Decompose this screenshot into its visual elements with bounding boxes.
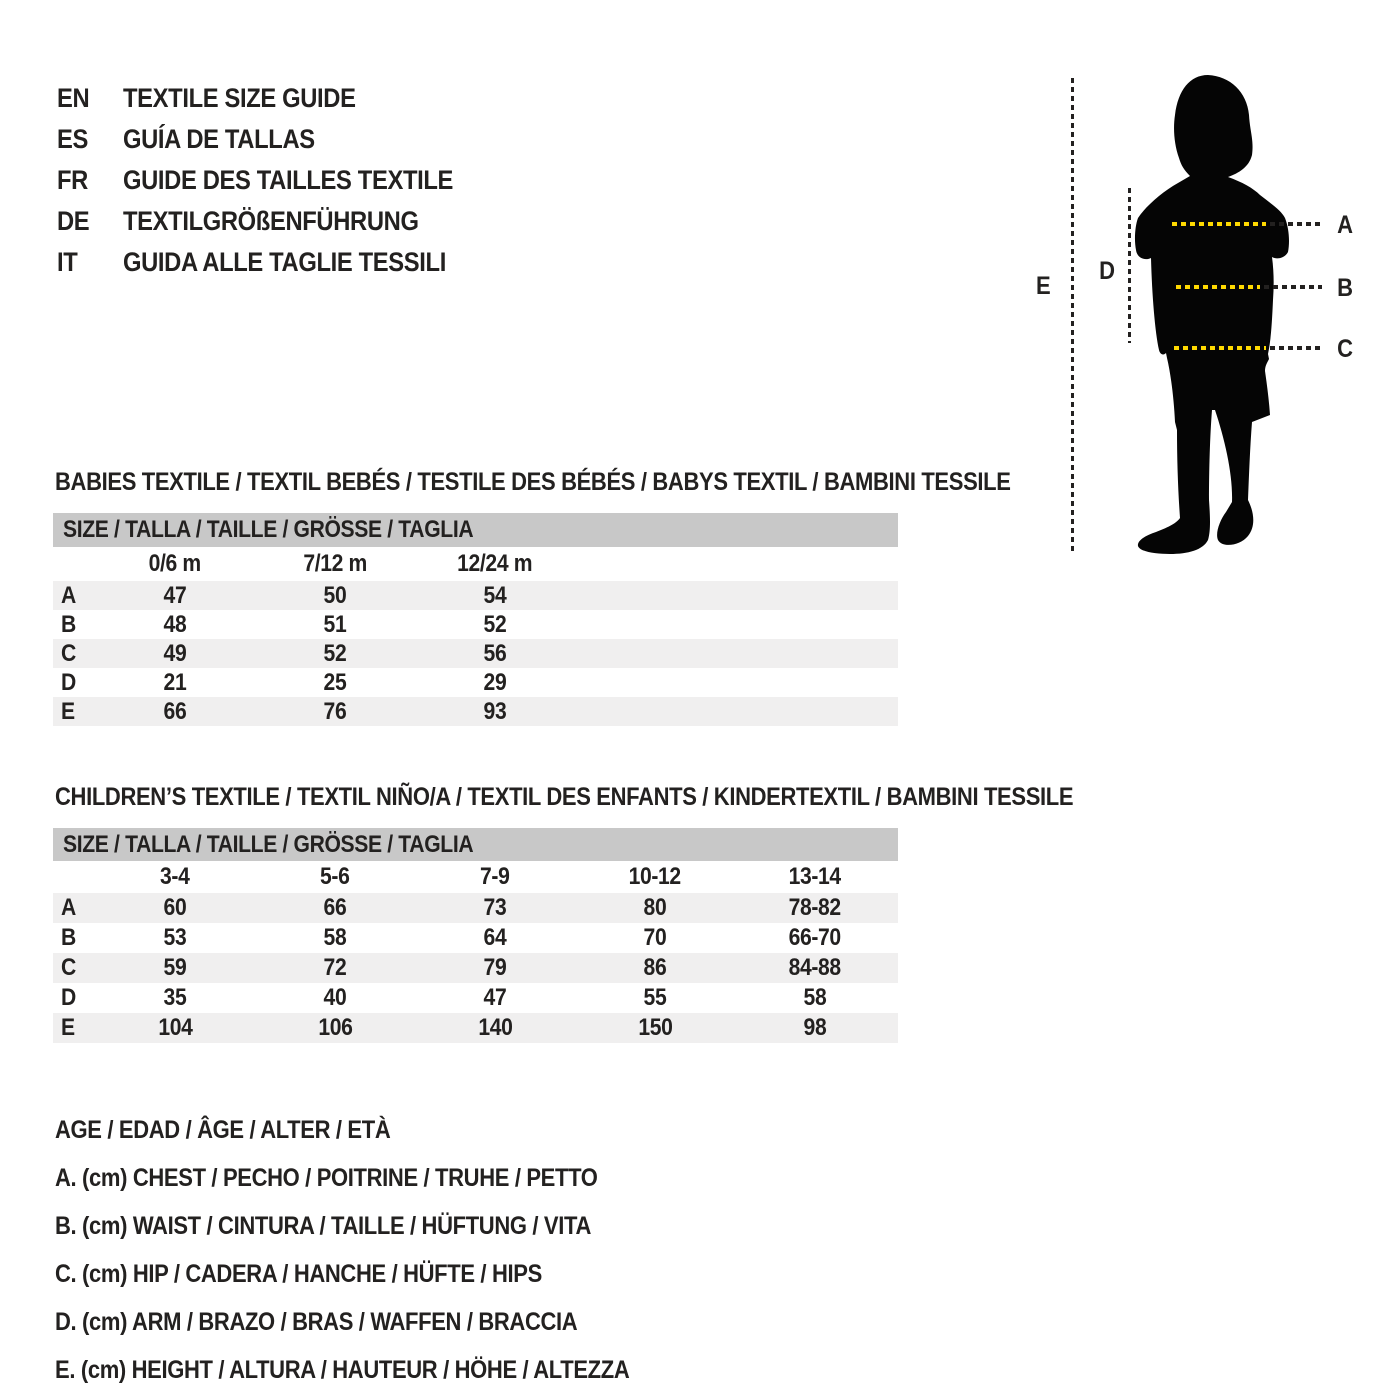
- value-text: 58: [803, 984, 827, 1011]
- lang-title-text: GUÍA DE TALLAS: [123, 124, 315, 154]
- table-row: [53, 610, 898, 639]
- column-header: [415, 863, 575, 891]
- value-cell: [575, 1014, 735, 1042]
- babies-size-header-bar: [53, 513, 898, 547]
- row-label-text: D: [61, 984, 76, 1011]
- babies-size-header-text: SIZE / TALLA / TAILLE / GRÖSSE / TAGLIA: [63, 516, 474, 543]
- value-cell: [95, 582, 255, 610]
- value-cell: [415, 1014, 575, 1042]
- legend-height-text: E. (cm) HEIGHT / ALTURA / HAUTEUR / HÖHE / ALTEZZA: [55, 1355, 630, 1384]
- row-label: [53, 1014, 95, 1042]
- lang-title: [123, 124, 341, 155]
- value-text: 52: [483, 610, 507, 638]
- value-cell: [735, 894, 895, 922]
- lang-row-fr: [57, 160, 498, 201]
- row-label: [53, 669, 95, 697]
- value-text: 150: [637, 1014, 673, 1041]
- legend-arm: [55, 1298, 708, 1346]
- value-text: 47: [483, 984, 507, 1011]
- value-cell: [415, 611, 575, 639]
- value-text: 104: [157, 1014, 193, 1041]
- value-cell: [255, 894, 415, 922]
- row-label-text: B: [61, 610, 76, 638]
- lang-title: [123, 165, 498, 196]
- value-text: 59: [163, 954, 187, 981]
- lang-code-text: FR: [57, 165, 88, 195]
- value-text: 66-70: [788, 924, 842, 951]
- child-silhouette-image: [1118, 70, 1293, 560]
- hip-label-text: C: [1337, 335, 1353, 363]
- lang-row-es: [57, 119, 498, 160]
- value-cell: [255, 640, 415, 668]
- value-cell: [575, 894, 735, 922]
- row-label-text: C: [61, 954, 76, 981]
- value-cell: [415, 669, 575, 697]
- table-row: [53, 953, 898, 983]
- lang-code: [57, 247, 123, 278]
- babies-size-table: [53, 513, 898, 726]
- row-label: [53, 698, 95, 726]
- value-text: 72: [323, 954, 347, 981]
- waist-measure-line-yellow: [1176, 285, 1260, 289]
- value-cell: [95, 611, 255, 639]
- children-size-table: [53, 828, 898, 1043]
- hip-measure-line-yellow: [1174, 346, 1266, 350]
- column-header: [575, 863, 735, 891]
- table-row: [53, 581, 898, 610]
- value-text: 64: [483, 924, 507, 951]
- waist-measure-line-leader: [1264, 285, 1322, 289]
- hip-measure-line-leader: [1270, 346, 1322, 350]
- babies-column-header-row: [53, 547, 898, 581]
- children-column-header-row: [53, 861, 898, 893]
- value-cell: [735, 984, 895, 1012]
- column-header: [735, 863, 895, 891]
- column-header-text: 7/12 m: [303, 550, 367, 577]
- value-cell: [255, 611, 415, 639]
- lang-row-en: [57, 78, 498, 119]
- lang-row-it: [57, 242, 498, 283]
- column-header-text: 12/24 m: [457, 550, 533, 577]
- lang-title: [123, 206, 459, 237]
- lang-title-text: GUIDE DES TAILLES TEXTILE: [123, 165, 454, 195]
- lang-title-text: GUIDA ALLE TAGLIE TESSILI: [123, 247, 446, 277]
- babies-title-text: BABIES TEXTILE / TEXTIL BEBÉS / TESTILE DES BÉBÉS / BABYS TEXTIL / BAMBINI TESSILE: [55, 468, 1011, 496]
- column-header: [95, 863, 255, 891]
- column-header-text: 3-4: [160, 863, 190, 890]
- children-section-title: [55, 783, 1212, 812]
- column-header: [415, 550, 575, 578]
- table-row: [53, 639, 898, 668]
- value-text: 25: [323, 668, 347, 696]
- row-label: [53, 924, 95, 952]
- lang-code-text: DE: [57, 206, 90, 236]
- row-label-text: A: [61, 894, 76, 921]
- lang-code: [57, 124, 123, 155]
- lang-title-text: TEXTILE SIZE GUIDE: [123, 83, 356, 113]
- value-text: 55: [643, 984, 667, 1011]
- column-header: [95, 550, 255, 578]
- lang-title: [123, 83, 387, 114]
- row-label-text: E: [61, 1014, 75, 1041]
- children-title-text: CHILDREN’S TEXTILE / TEXTIL NIÑO/A / TEXTIL DES ENFANTS / KINDERTEXTIL / BAMBINI TESSILE: [55, 783, 1074, 811]
- legend-age-text: AGE / EDAD / ÂGE / ALTER / ETÀ: [55, 1115, 391, 1144]
- row-label: [53, 954, 95, 982]
- legend-height: [55, 1346, 708, 1394]
- value-text: 48: [163, 610, 187, 638]
- value-cell: [415, 582, 575, 610]
- row-label-text: A: [61, 581, 76, 609]
- legend-waist: [55, 1202, 708, 1250]
- lang-code: [57, 83, 123, 114]
- value-cell: [575, 924, 735, 952]
- lang-code: [57, 165, 123, 196]
- value-text: 73: [483, 894, 507, 921]
- value-cell: [255, 924, 415, 952]
- table-row: [53, 1013, 898, 1043]
- value-text: 29: [483, 668, 507, 696]
- chest-label-text: A: [1337, 211, 1353, 239]
- child-silhouette-path: [1135, 75, 1289, 554]
- legend-arm-text: D. (cm) ARM / BRAZO / BRAS / WAFFEN / BRACCIA: [55, 1307, 578, 1336]
- lang-row-de: [57, 201, 498, 242]
- value-text: 58: [323, 924, 347, 951]
- chest-measure-label: [1330, 211, 1360, 240]
- value-text: 56: [483, 639, 507, 667]
- column-header-text: 13-14: [788, 863, 842, 890]
- value-cell: [575, 984, 735, 1012]
- value-text: 60: [163, 894, 187, 921]
- value-text: 79: [483, 954, 507, 981]
- chest-measure-line-yellow: [1172, 222, 1266, 226]
- waist-measure-label: [1330, 274, 1360, 303]
- row-label: [53, 894, 95, 922]
- value-text: 49: [163, 639, 187, 667]
- value-cell: [255, 698, 415, 726]
- column-header-text: 10-12: [628, 863, 682, 890]
- value-cell: [255, 1014, 415, 1042]
- row-label-text: E: [61, 697, 75, 725]
- value-cell: [95, 954, 255, 982]
- value-cell: [415, 954, 575, 982]
- table-row: [53, 893, 898, 923]
- value-text: 51: [323, 610, 347, 638]
- value-text: 84-88: [788, 954, 842, 981]
- lang-title: [123, 247, 490, 278]
- column-header-text: 7-9: [480, 863, 510, 890]
- value-cell: [735, 924, 895, 952]
- value-text: 86: [643, 954, 667, 981]
- legend-chest: [55, 1154, 708, 1202]
- hip-measure-label: [1330, 335, 1360, 364]
- column-header: [255, 863, 415, 891]
- value-text: 70: [643, 924, 667, 951]
- value-cell: [255, 582, 415, 610]
- row-label-text: D: [61, 668, 76, 696]
- value-cell: [95, 669, 255, 697]
- value-cell: [415, 984, 575, 1012]
- value-cell: [95, 924, 255, 952]
- row-label-text: B: [61, 924, 76, 951]
- value-text: 53: [163, 924, 187, 951]
- value-text: 50: [323, 581, 347, 609]
- table-row: [53, 668, 898, 697]
- value-text: 140: [477, 1014, 513, 1041]
- language-title-block: [57, 78, 498, 283]
- column-header-text: 0/6 m: [148, 550, 202, 577]
- lang-code-text: EN: [57, 83, 90, 113]
- lang-title-text: TEXTILGRÖßENFÜHRUNG: [123, 206, 419, 236]
- waist-label-text: B: [1337, 274, 1353, 302]
- column-header: [255, 550, 415, 578]
- value-text: 40: [323, 984, 347, 1011]
- height-measure-label: [1028, 272, 1058, 301]
- value-cell: [95, 984, 255, 1012]
- value-text: 52: [323, 639, 347, 667]
- column-header-text: 5-6: [320, 863, 350, 890]
- legend-age: [55, 1106, 708, 1154]
- value-cell: [255, 984, 415, 1012]
- value-cell: [95, 1014, 255, 1042]
- row-label: [53, 640, 95, 668]
- lang-code-text: ES: [57, 124, 88, 154]
- lang-code-text: IT: [57, 247, 78, 277]
- babies-section-title: [55, 468, 1141, 497]
- value-text: 21: [163, 668, 187, 696]
- row-label: [53, 611, 95, 639]
- value-cell: [255, 669, 415, 697]
- arm-label-text: D: [1099, 257, 1115, 285]
- row-label: [53, 582, 95, 610]
- value-cell: [95, 698, 255, 726]
- value-cell: [255, 954, 415, 982]
- height-label-text: E: [1035, 272, 1051, 300]
- table-row: [53, 983, 898, 1013]
- value-text: 66: [163, 697, 187, 725]
- legend-chest-text: A. (cm) CHEST / PECHO / POITRINE / TRUHE / PETTO: [55, 1163, 598, 1192]
- value-text: 106: [317, 1014, 353, 1041]
- value-cell: [735, 1014, 895, 1042]
- row-label: [53, 984, 95, 1012]
- children-size-header-bar: [53, 828, 898, 861]
- value-text: 35: [163, 984, 187, 1011]
- value-text: 76: [323, 697, 347, 725]
- legend-hip-text: C. (cm) HIP / CADERA / HANCHE / HÜFTE / HIPS: [55, 1259, 542, 1288]
- value-text: 54: [483, 581, 507, 609]
- value-text: 93: [483, 697, 507, 725]
- value-text: 47: [163, 581, 187, 609]
- value-cell: [415, 924, 575, 952]
- value-cell: [735, 954, 895, 982]
- legend-hip: [55, 1250, 708, 1298]
- row-label-text: C: [61, 639, 76, 667]
- value-text: 78-82: [788, 894, 842, 921]
- lang-code: [57, 206, 123, 237]
- value-cell: [415, 894, 575, 922]
- value-text: 66: [323, 894, 347, 921]
- value-cell: [415, 698, 575, 726]
- children-size-header-text: SIZE / TALLA / TAILLE / GRÖSSE / TAGLIA: [63, 830, 474, 858]
- measurement-legend: [55, 1106, 708, 1394]
- table-row: [53, 923, 898, 953]
- value-cell: [415, 640, 575, 668]
- value-text: 98: [803, 1014, 827, 1041]
- value-text: 80: [643, 894, 667, 921]
- value-cell: [95, 640, 255, 668]
- table-row: [53, 697, 898, 726]
- legend-waist-text: B. (cm) WAIST / CINTURA / TAILLE / HÜFTUNG / VITA: [55, 1211, 591, 1240]
- value-cell: [95, 894, 255, 922]
- chest-measure-line-leader: [1270, 222, 1322, 226]
- value-cell: [575, 954, 735, 982]
